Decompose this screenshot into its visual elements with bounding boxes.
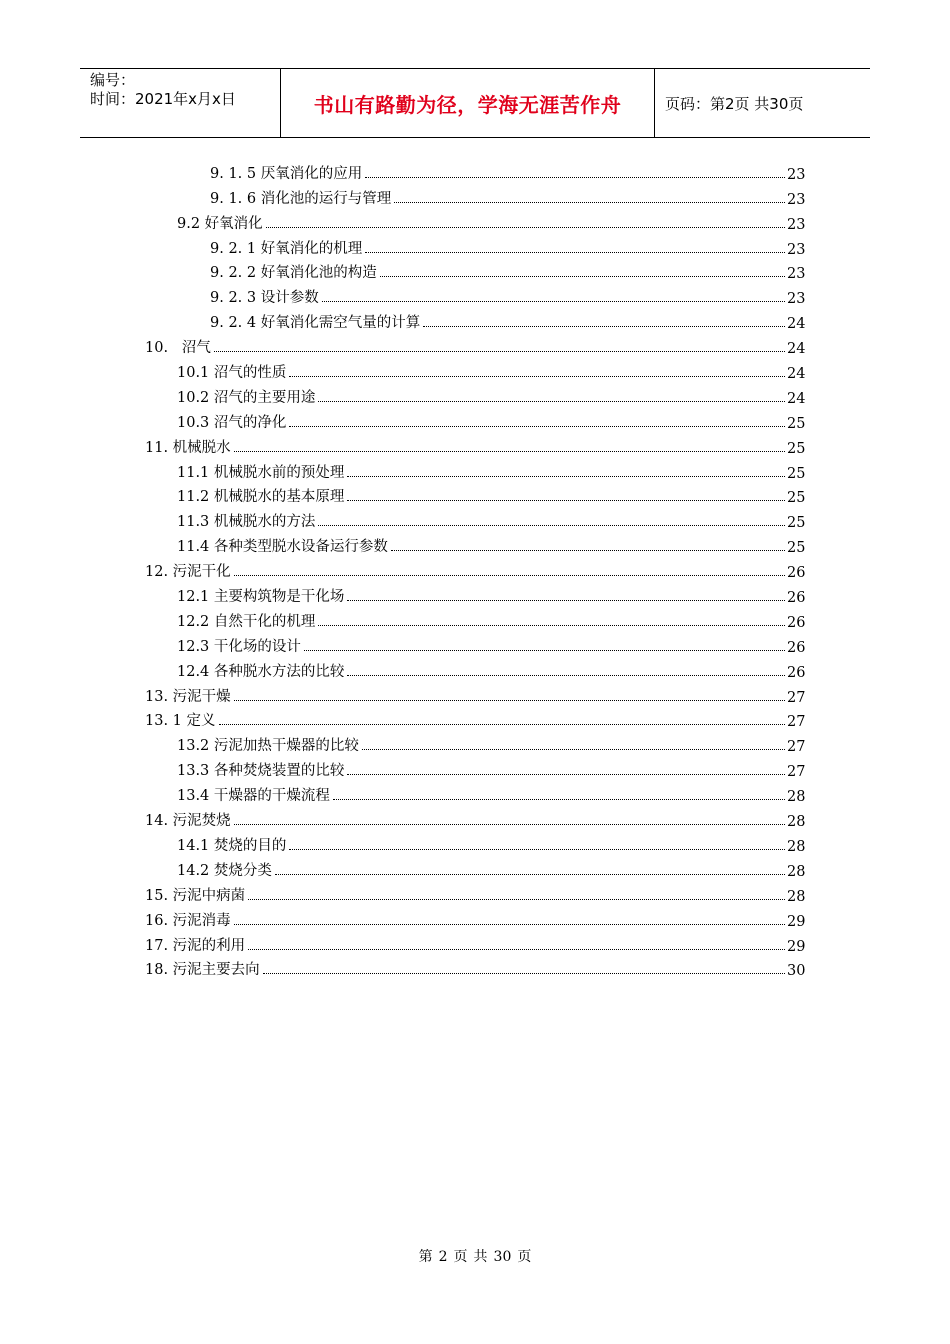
toc-leader-dots: [365, 176, 785, 178]
footer-total-pages: 30: [493, 1249, 512, 1265]
toc-leader-dots: [234, 923, 785, 925]
toc-entry[interactable]: [0, 631, 950, 656]
toc-leader-dots: [234, 450, 785, 452]
toc-entry-label: 12. 污泥干化: [145, 564, 231, 581]
toc-leader-dots: [304, 649, 785, 651]
toc-entry-page: 25: [787, 540, 806, 557]
toc-entry-label: 9. 1. 5 厌氧消化的应用: [210, 165, 363, 182]
toc-leader-dots: [318, 400, 785, 402]
toc-entry-page: 23: [787, 166, 806, 183]
toc-entry-label: 12.1 主要构筑物是干化场: [177, 589, 345, 606]
page-footer: [0, 1246, 950, 1266]
toc-entry-page: 26: [787, 639, 806, 656]
toc-entry-page: 30: [787, 963, 806, 980]
toc-entry-page: 24: [787, 341, 806, 358]
toc-leader-dots: [347, 499, 785, 501]
toc-entry[interactable]: [0, 332, 950, 357]
table-of-contents: [0, 158, 950, 979]
toc-entry-label: 11.2 机械脱水的基本原理: [177, 489, 345, 506]
toc-entry-label: 14. 污泥焚烧: [145, 813, 231, 830]
toc-entry[interactable]: [0, 955, 950, 980]
toc-entry[interactable]: [0, 930, 950, 955]
toc-leader-dots: [263, 972, 785, 974]
toc-entry-page: 23: [787, 241, 806, 258]
toc-entry-label: 9. 2. 3 设计参数: [210, 290, 319, 307]
toc-entry[interactable]: [0, 681, 950, 706]
toc-leader-dots: [347, 773, 785, 775]
toc-entry-label: 9. 2. 2 好氧消化池的构造: [210, 265, 377, 282]
toc-entry-label: 10.3 沼气的净化: [177, 414, 287, 431]
toc-entry-label: 10. 沼气: [145, 340, 211, 357]
toc-entry-label: 10.1 沼气的性质: [177, 365, 287, 382]
toc-entry[interactable]: [0, 830, 950, 855]
toc-entry-page: 24: [787, 366, 806, 383]
toc-leader-dots: [362, 748, 785, 750]
toc-entry-label: 13. 1 定义: [145, 713, 216, 730]
number-label: 编号：: [90, 71, 136, 89]
toc-leader-dots: [234, 574, 785, 576]
toc-entry-label: 13.2 污泥加热干燥器的比较: [177, 738, 359, 755]
toc-entry-page: 27: [787, 764, 806, 781]
toc-entry-label: 11. 机械脱水: [145, 439, 231, 456]
toc-leader-dots: [266, 226, 785, 228]
toc-entry[interactable]: [0, 706, 950, 731]
toc-entry[interactable]: [0, 531, 950, 556]
toc-entry-label: 11.4 各种类型脱水设备运行参数: [177, 539, 388, 556]
toc-leader-dots: [391, 549, 785, 551]
toc-entry[interactable]: [0, 158, 950, 183]
toc-entry-label: 15. 污泥中病菌: [145, 887, 246, 904]
toc-entry[interactable]: [0, 482, 950, 507]
toc-entry[interactable]: [0, 730, 950, 755]
toc-leader-dots: [394, 201, 785, 203]
footer-ye: 页: [453, 1249, 468, 1265]
toc-leader-dots: [322, 300, 785, 302]
toc-leader-dots: [347, 674, 785, 676]
toc-leader-dots: [423, 325, 785, 327]
toc-entry-page: 28: [787, 888, 806, 905]
toc-leader-dots: [289, 848, 785, 850]
toc-leader-dots: [347, 475, 785, 477]
toc-entry-page: 29: [787, 938, 806, 955]
toc-entry[interactable]: [0, 506, 950, 531]
toc-leader-dots: [365, 251, 785, 253]
toc-entry-page: 23: [787, 191, 806, 208]
toc-entry-label: 13.3 各种焚烧装置的比较: [177, 763, 345, 780]
toc-entry-label: 9.2 好氧消化: [177, 215, 263, 232]
toc-leader-dots: [318, 524, 785, 526]
toc-entry-label: 13.4 干燥器的干燥流程: [177, 788, 330, 805]
footer-page-number: 2: [438, 1249, 448, 1265]
toc-entry-label: 18. 污泥主要去向: [145, 962, 260, 979]
footer-ye2: 页: [517, 1249, 532, 1265]
toc-entry-label: 12.2 自然干化的机理: [177, 613, 316, 630]
toc-leader-dots: [275, 873, 785, 875]
toc-entry-label: 11.3 机械脱水的方法: [177, 514, 316, 531]
toc-entry[interactable]: [0, 307, 950, 332]
toc-entry[interactable]: [0, 581, 950, 606]
toc-entry-page: 26: [787, 664, 806, 681]
toc-leader-dots: [234, 699, 785, 701]
toc-entry[interactable]: [0, 855, 950, 880]
toc-entry[interactable]: [0, 805, 950, 830]
page-header: [80, 68, 870, 138]
toc-entry-label: 12.4 各种脱水方法的比较: [177, 663, 345, 680]
toc-entry[interactable]: [0, 407, 950, 432]
toc-leader-dots: [289, 375, 785, 377]
toc-entry-page: 28: [787, 838, 806, 855]
toc-entry-page: 28: [787, 814, 806, 831]
toc-entry-page: 26: [787, 590, 806, 607]
toc-entry-label: 10.2 沼气的主要用途: [177, 389, 316, 406]
toc-entry[interactable]: [0, 183, 950, 208]
toc-entry[interactable]: [0, 282, 950, 307]
toc-leader-dots: [333, 798, 785, 800]
toc-leader-dots: [380, 275, 785, 277]
toc-entry[interactable]: [0, 457, 950, 482]
toc-entry[interactable]: [0, 880, 950, 905]
toc-leader-dots: [318, 624, 785, 626]
toc-entry-page: 27: [787, 739, 806, 756]
footer-gong: 共: [473, 1249, 488, 1265]
toc-entry-page: 27: [787, 689, 806, 706]
toc-entry-page: 24: [787, 390, 806, 407]
header-motto: 书山有路勤为径，学海无涯苦作舟: [281, 69, 655, 137]
time-label: 时间：2021年x月x日: [90, 90, 236, 108]
toc-entry[interactable]: [0, 780, 950, 805]
toc-entry-page: 29: [787, 913, 806, 930]
toc-leader-dots: [248, 948, 785, 950]
footer-di: 第: [418, 1249, 433, 1265]
toc-entry-page: 28: [787, 863, 806, 880]
toc-leader-dots: [248, 898, 785, 900]
toc-entry-page: 25: [787, 490, 806, 507]
toc-entry-page: 26: [787, 565, 806, 582]
toc-entry[interactable]: [0, 905, 950, 930]
toc-entry-page: 23: [787, 291, 806, 308]
header-meta: [80, 69, 281, 137]
toc-entry[interactable]: [0, 357, 950, 382]
toc-entry-label: 9. 2. 1 好氧消化的机理: [210, 240, 363, 257]
toc-leader-dots: [234, 823, 785, 825]
toc-entry-label: 13. 污泥干燥: [145, 688, 231, 705]
toc-entry-page: 25: [787, 440, 806, 457]
toc-entry[interactable]: [0, 755, 950, 780]
header-page-info: 页码：第2页 共30页: [665, 94, 804, 113]
toc-entry-page: 24: [787, 316, 806, 333]
toc-entry-page: 27: [787, 714, 806, 731]
toc-entry-page: 28: [787, 789, 806, 806]
toc-leader-dots: [289, 425, 785, 427]
toc-entry-page: 25: [787, 515, 806, 532]
toc-entry[interactable]: [0, 606, 950, 631]
toc-entry[interactable]: [0, 382, 950, 407]
toc-entry-page: 25: [787, 465, 806, 482]
toc-leader-dots: [214, 350, 785, 352]
toc-entry-label: 16. 污泥消毒: [145, 912, 231, 929]
toc-entry-page: 25: [787, 415, 806, 432]
toc-entry-label: 9. 1. 6 消化池的运行与管理: [210, 190, 392, 207]
toc-entry-page: 23: [787, 216, 806, 233]
toc-leader-dots: [347, 599, 785, 601]
toc-entry-label: 11.1 机械脱水前的预处理: [177, 464, 345, 481]
toc-entry-label: 17. 污泥的利用: [145, 937, 246, 954]
toc-leader-dots: [219, 723, 785, 725]
toc-entry[interactable]: [0, 556, 950, 581]
toc-entry[interactable]: [0, 432, 950, 457]
toc-entry[interactable]: [0, 258, 950, 283]
toc-entry-label: 12.3 干化场的设计: [177, 638, 301, 655]
toc-entry[interactable]: [0, 656, 950, 681]
toc-entry-page: 23: [787, 266, 806, 283]
toc-entry-label: 14.2 焚烧分类: [177, 862, 272, 879]
toc-entry-page: 26: [787, 614, 806, 631]
toc-entry-label: 14.1 焚烧的目的: [177, 837, 287, 854]
toc-entry[interactable]: [0, 208, 950, 233]
toc-entry[interactable]: [0, 233, 950, 258]
toc-entry-label: 9. 2. 4 好氧消化需空气量的计算: [210, 315, 421, 332]
